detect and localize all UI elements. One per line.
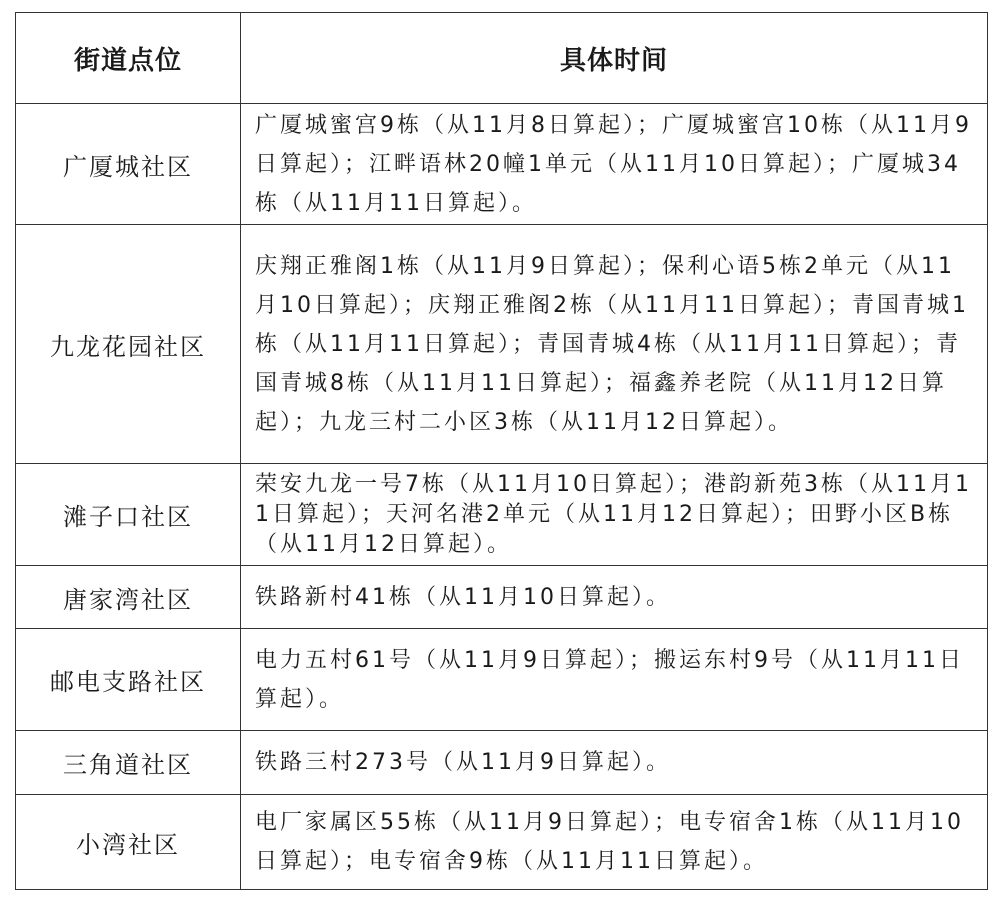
community-time-table — [15, 12, 988, 890]
table-row — [16, 104, 988, 225]
time-detail: 电厂家属区55栋（从11月9日算起）；电专宿舍1栋（从11月10日算起）；电专宿舍9栋（从11月11日算起）。 — [241, 795, 988, 890]
street-name: 邮电支路社区 — [16, 629, 241, 731]
table-row — [16, 566, 988, 629]
street-name: 广厦城社区 — [16, 104, 241, 225]
street-name: 小湾社区 — [16, 795, 241, 890]
time-detail: 铁路新村41栋（从11月10日算起）。 — [241, 566, 988, 629]
time-detail: 荣安九龙一号7栋（从11月10日算起）；港韵新苑3栋（从11月11日算起）；天河名港2单元（从11月12日算起）；田野小区B栋（从11月12日算起）。 — [241, 464, 988, 566]
street-name: 滩子口社区 — [16, 464, 241, 566]
time-detail: 广厦城蜜宫9栋（从11月8日算起）；广厦城蜜宫10栋（从11月9日算起）；江畔语林20幢1单元（从11月10日算起）；广厦城34栋（从11月11日算起）。 — [241, 104, 988, 225]
header-time: 具体时间 — [241, 13, 988, 104]
table-row — [16, 225, 988, 464]
time-detail: 电力五村61号（从11月9日算起）；搬运东村9号（从11月11日算起）。 — [241, 629, 988, 731]
time-detail: 庆翔正雅阁1栋（从11月9日算起）；保利心语5栋2单元（从11月10日算起）；庆翔正雅阁2栋（从11月11日算起）；青国青城1栋（从11月11日算起）；青国青城4栋（从11月11日算起）；青国青城8栋（从11月11日算起）；福鑫养老院（从11月12日算起）；九龙三村二小区3栋（从11月12日算起）。 — [241, 225, 988, 464]
table-row — [16, 795, 988, 890]
time-detail: 铁路三村273号（从11月9日算起）。 — [241, 731, 988, 795]
table-header-row — [16, 13, 988, 104]
table-row — [16, 731, 988, 795]
header-street: 街道点位 — [16, 13, 241, 104]
street-name: 三角道社区 — [16, 731, 241, 795]
street-name: 唐家湾社区 — [16, 566, 241, 629]
table-row — [16, 464, 988, 566]
table-row — [16, 629, 988, 731]
street-name: 九龙花园社区 — [16, 225, 241, 464]
